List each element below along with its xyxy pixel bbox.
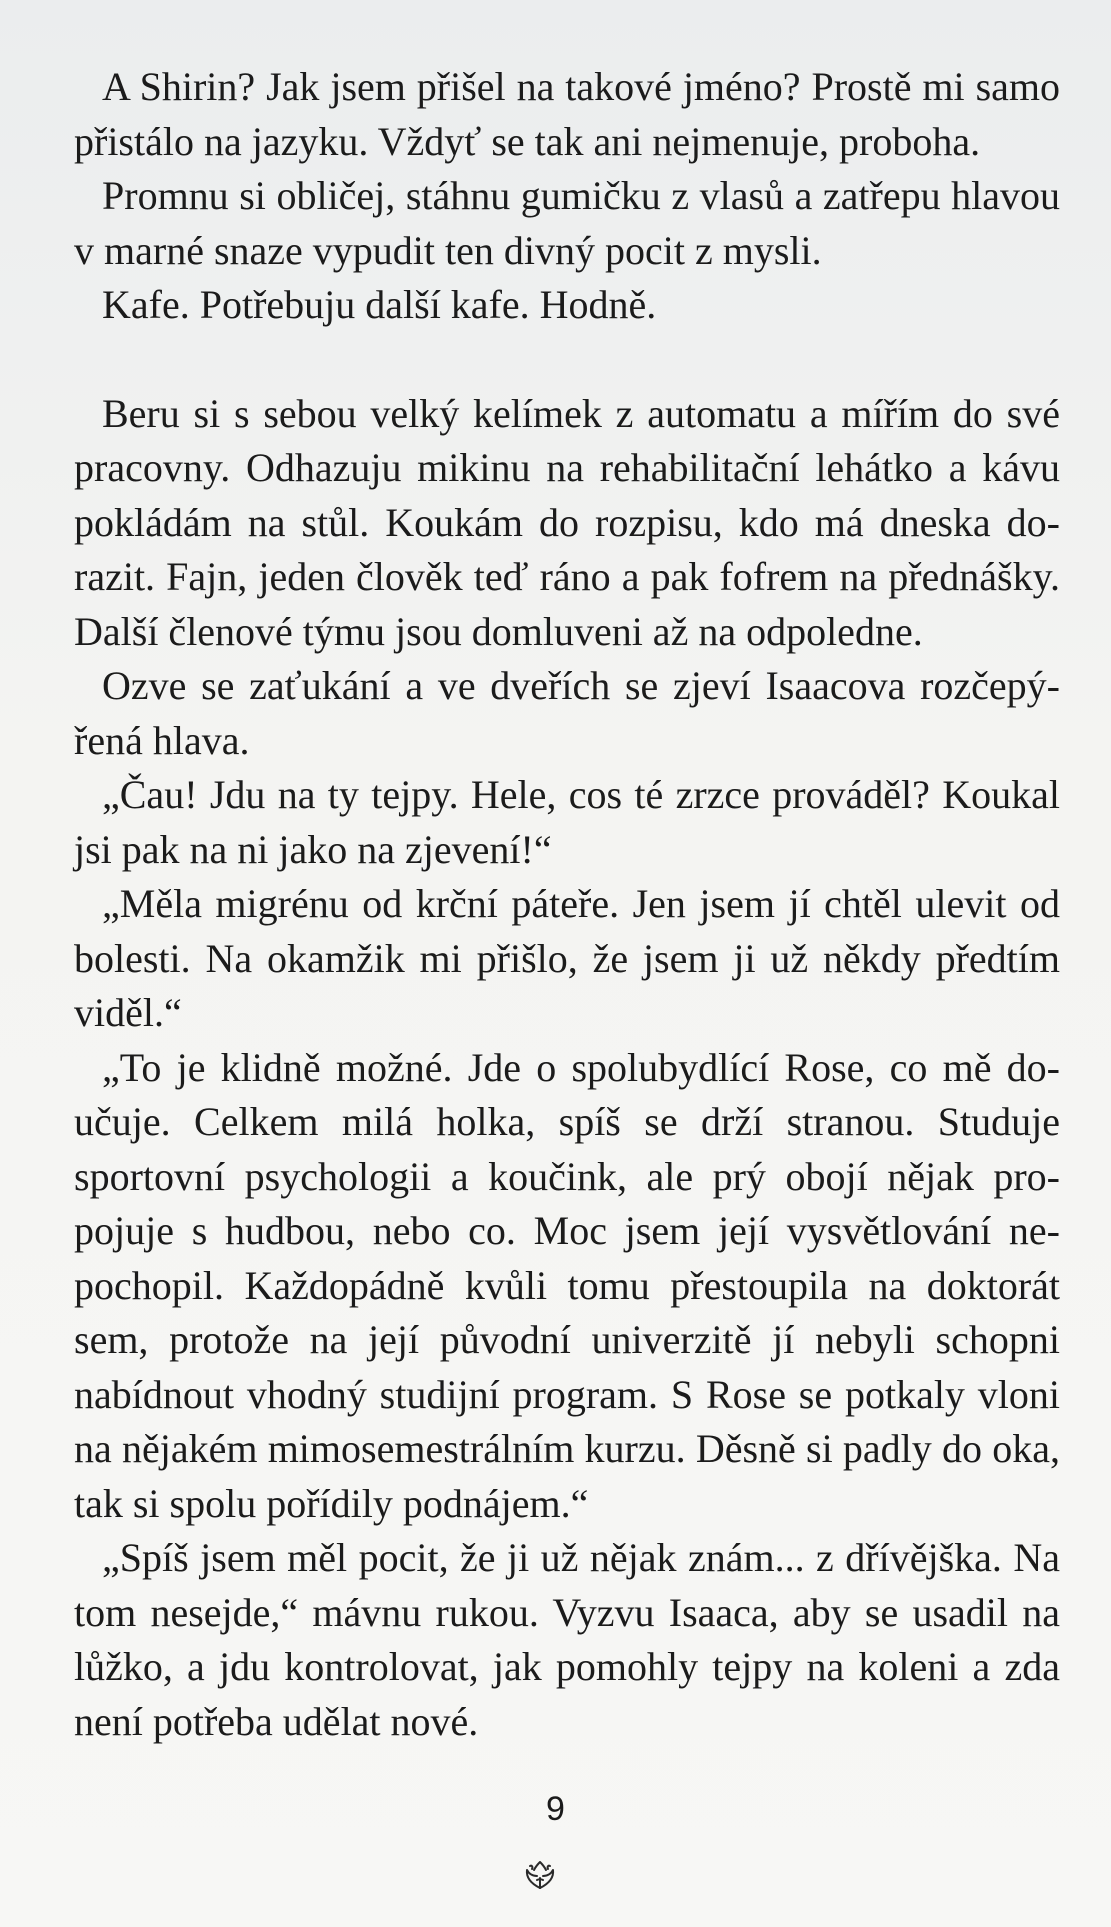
- paragraph-3: Kafe. Potřebuju další kafe. Hodně.: [102, 282, 657, 327]
- floral-ornament-icon: [520, 1858, 560, 1892]
- paragraph-6: „Čau! Jdu na ty tejpy. Hele, cos té zrzce prováděl? Koukal jsi pak na ni jako na zjevení!“: [74, 772, 1060, 872]
- paragraph-2: Promnu si obličej, stáhnu gumičku z vlasů a zatřepu hlavou v marné snaze vypudit ten divný pocit z mysli.: [74, 173, 1060, 273]
- paragraph-8: „To je klidně možné. Jde o spolubydlící Rose, co mě doučuje. Celkem milá holka, spíš se drží stranou. Studuje sportovní psychologii a koučink, ale prý obojí nějak propojuje s hudbou, nebo co. Moc jsem její vysvětlování nepochopil. Každopádně kvůli tomu přestoupila na doktorát sem, protože na její původní univerzitě jí nebyli schopni nabídnout vhodný studijní program. S Rose se potkaly vloni na nějakém mimosemestrálním kurzu. Děsně si padly do oka, tak si spolu pořídily podnájem.“: [74, 1044, 1060, 1526]
- body-text: [74, 60, 1060, 1749]
- paragraph-7: „Měla migrénu od krční páteře. Jen jsem jí chtěl ulevit od bolesti. Na okamžik mi přišlo, že jsem ji už někdy předtím viděl.“: [74, 881, 1060, 1035]
- page-number: 9: [546, 1790, 565, 1828]
- paragraph-5: Ozve se zaťukání a ve dveřích se zjeví Isaacova rozčepýřená hlava.: [74, 663, 1060, 763]
- paragraph-9: „Spíš jsem měl pocit, že ji už nějak znám... z dřívějška. Na tom nesejde,“ mávnu rukou. Vyzvu Isaaca, aby se usadil na lůžko, a jdu kontrolovat, jak pomohly tejpy na koleni a zda není potřeba udělat nové.: [74, 1535, 1060, 1744]
- paragraph-1: A Shirin? Jak jsem přišel na takové jméno? Prostě mi samo přistálo na jazyku. Vždyť se tak ani nejmenuje, proboha.: [74, 64, 1060, 164]
- paragraph-4: Beru si s sebou velký kelímek z automatu a mířím do své pracovny. Odhazuju mikinu na rehabilitační lehátko a kávu pokládám na stůl. Koukám do rozpisu, kdo má dneska dorazit. Fajn, jeden člověk teď ráno a pak fofrem na přednášky. Další členové týmu jsou domluveni až na odpoledne.: [74, 390, 1060, 654]
